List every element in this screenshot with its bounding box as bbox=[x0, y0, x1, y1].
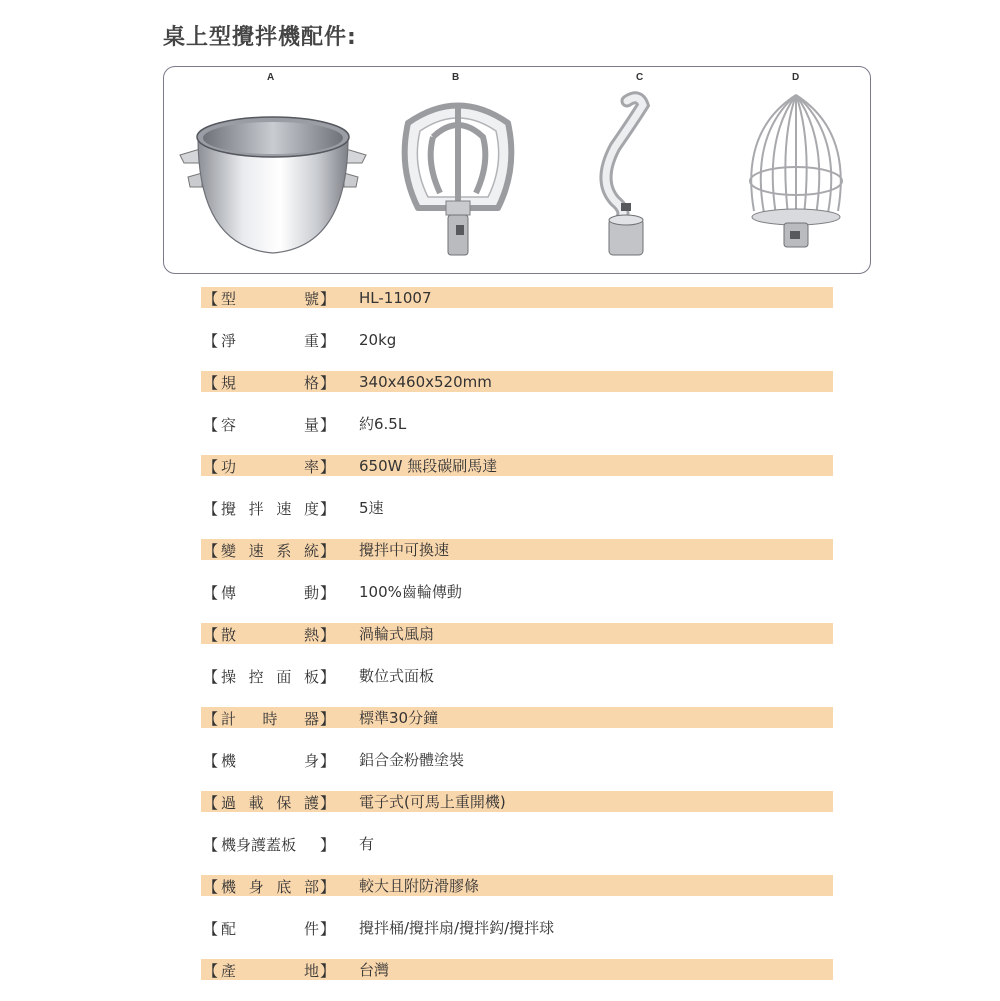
accessory-label-d: D bbox=[792, 72, 800, 83]
right-bracket: 】 bbox=[319, 962, 335, 980]
right-bracket: 】 bbox=[319, 374, 335, 392]
spec-label-text: 變 速 系 統 bbox=[221, 542, 319, 560]
spec-label bbox=[201, 581, 339, 602]
spec-value: 20kg bbox=[359, 330, 397, 349]
spec-row bbox=[201, 413, 833, 434]
flat-beater-icon bbox=[388, 93, 528, 263]
spec-label-text: 過 載 保 護 bbox=[221, 794, 319, 812]
spec-label bbox=[201, 371, 339, 392]
spec-row bbox=[201, 539, 833, 560]
spec-value: 數位式面板 bbox=[359, 667, 435, 685]
left-bracket: 【 bbox=[203, 962, 219, 980]
spec-row bbox=[201, 329, 833, 350]
spec-value: 標準30分鐘 bbox=[359, 709, 439, 727]
spec-row bbox=[201, 623, 833, 644]
spec-row bbox=[201, 959, 833, 980]
left-bracket: 【 bbox=[203, 416, 219, 434]
spec-label-text: 規 格 bbox=[221, 374, 319, 392]
spec-label bbox=[201, 791, 339, 812]
left-bracket: 【 bbox=[203, 332, 219, 350]
right-bracket: 】 bbox=[319, 878, 335, 896]
spec-row bbox=[201, 833, 833, 854]
spec-row bbox=[201, 287, 833, 308]
dough-hook-icon bbox=[569, 91, 679, 263]
page-title: 桌上型攪拌機配件: bbox=[163, 25, 357, 50]
right-bracket: 】 bbox=[319, 626, 335, 644]
left-bracket: 【 bbox=[203, 920, 219, 938]
right-bracket: 】 bbox=[319, 920, 335, 938]
left-bracket: 【 bbox=[203, 584, 219, 602]
spec-label-text: 機 身 護 蓋 板 bbox=[221, 836, 297, 854]
right-bracket: 】 bbox=[319, 668, 335, 686]
right-bracket: 】 bbox=[319, 584, 335, 602]
spec-label bbox=[201, 917, 339, 938]
spec-label bbox=[201, 833, 339, 854]
spec-label bbox=[201, 623, 339, 644]
spec-label bbox=[201, 665, 339, 686]
spec-value: 電子式(可馬上重開機) bbox=[359, 793, 506, 811]
spec-value: 約6.5L bbox=[359, 415, 407, 433]
spec-label-text: 散 熱 bbox=[221, 626, 319, 644]
spec-row bbox=[201, 371, 833, 392]
spec-value: 鋁合金粉體塗裝 bbox=[359, 751, 465, 769]
left-bracket: 【 bbox=[203, 794, 219, 812]
spec-label bbox=[201, 497, 339, 518]
spec-value: 100%齒輪傳動 bbox=[359, 583, 462, 601]
spec-label bbox=[201, 539, 339, 560]
spec-label-text: 型 號 bbox=[221, 290, 319, 308]
spec-label-text: 攪 拌 速 度 bbox=[221, 500, 319, 518]
spec-label bbox=[201, 749, 339, 770]
right-bracket: 】 bbox=[319, 752, 335, 770]
spec-row bbox=[201, 749, 833, 770]
spec-label-text: 容 量 bbox=[221, 416, 319, 434]
right-bracket: 】 bbox=[319, 836, 335, 854]
left-bracket: 【 bbox=[203, 878, 219, 896]
spec-label-text: 機 身 bbox=[221, 752, 319, 770]
left-bracket: 【 bbox=[203, 500, 219, 518]
spec-label-text: 產 地 bbox=[221, 962, 319, 980]
spec-row bbox=[201, 791, 833, 812]
left-bracket: 【 bbox=[203, 290, 219, 308]
spec-value: 渦輪式風扇 bbox=[359, 625, 435, 643]
spec-label-text: 功 率 bbox=[221, 458, 319, 476]
left-bracket: 【 bbox=[203, 710, 219, 728]
spec-row bbox=[201, 455, 833, 476]
accessory-label-b: B bbox=[452, 72, 460, 83]
right-bracket: 】 bbox=[319, 290, 335, 308]
spec-value: 5速 bbox=[359, 499, 384, 517]
accessory-label-a: A bbox=[267, 72, 275, 83]
spec-label bbox=[201, 875, 339, 896]
spec-value: 攪拌中可換速 bbox=[359, 541, 450, 559]
spec-row bbox=[201, 875, 833, 896]
spec-value: 較大且附防滑膠條 bbox=[359, 877, 480, 895]
right-bracket: 】 bbox=[319, 710, 335, 728]
spec-value: 台灣 bbox=[359, 961, 390, 979]
left-bracket: 【 bbox=[203, 752, 219, 770]
accessory-label-c: C bbox=[636, 72, 644, 83]
spec-value: 650W 無段碳刷馬達 bbox=[359, 457, 498, 475]
spec-label bbox=[201, 959, 339, 980]
spec-table bbox=[201, 287, 833, 1001]
spec-label bbox=[201, 287, 339, 308]
left-bracket: 【 bbox=[203, 374, 219, 392]
wire-whisk-icon bbox=[736, 91, 856, 263]
left-bracket: 【 bbox=[203, 542, 219, 560]
spec-value: 攪拌桶/攪拌扇/攪拌鈎/攪拌球 bbox=[359, 919, 555, 937]
right-bracket: 】 bbox=[319, 542, 335, 560]
spec-row bbox=[201, 917, 833, 938]
spec-label-text: 傳 動 bbox=[221, 584, 319, 602]
spec-value: 340x460x520mm bbox=[359, 372, 492, 391]
left-bracket: 【 bbox=[203, 836, 219, 854]
right-bracket: 】 bbox=[319, 794, 335, 812]
accessories-panel bbox=[163, 66, 871, 274]
spec-label-text: 配 件 bbox=[221, 920, 319, 938]
spec-label-text: 淨 重 bbox=[221, 332, 319, 350]
spec-label bbox=[201, 413, 339, 434]
spec-label bbox=[201, 329, 339, 350]
spec-value: 有 bbox=[359, 835, 375, 853]
spec-label-text: 計 時 器 bbox=[221, 710, 319, 728]
spec-label-text: 操 控 面 板 bbox=[221, 668, 319, 686]
left-bracket: 【 bbox=[203, 668, 219, 686]
spec-value: HL-11007 bbox=[359, 288, 432, 307]
right-bracket: 】 bbox=[319, 458, 335, 476]
spec-row bbox=[201, 581, 833, 602]
spec-row bbox=[201, 497, 833, 518]
spec-row bbox=[201, 707, 833, 728]
spec-label-text: 機 身 底 部 bbox=[221, 878, 319, 896]
left-bracket: 【 bbox=[203, 626, 219, 644]
spec-row bbox=[201, 665, 833, 686]
right-bracket: 】 bbox=[319, 500, 335, 518]
mixing-bowl-icon bbox=[178, 107, 368, 257]
left-bracket: 【 bbox=[203, 458, 219, 476]
right-bracket: 】 bbox=[319, 332, 335, 350]
spec-label bbox=[201, 455, 339, 476]
right-bracket: 】 bbox=[319, 416, 335, 434]
spec-label bbox=[201, 707, 339, 728]
